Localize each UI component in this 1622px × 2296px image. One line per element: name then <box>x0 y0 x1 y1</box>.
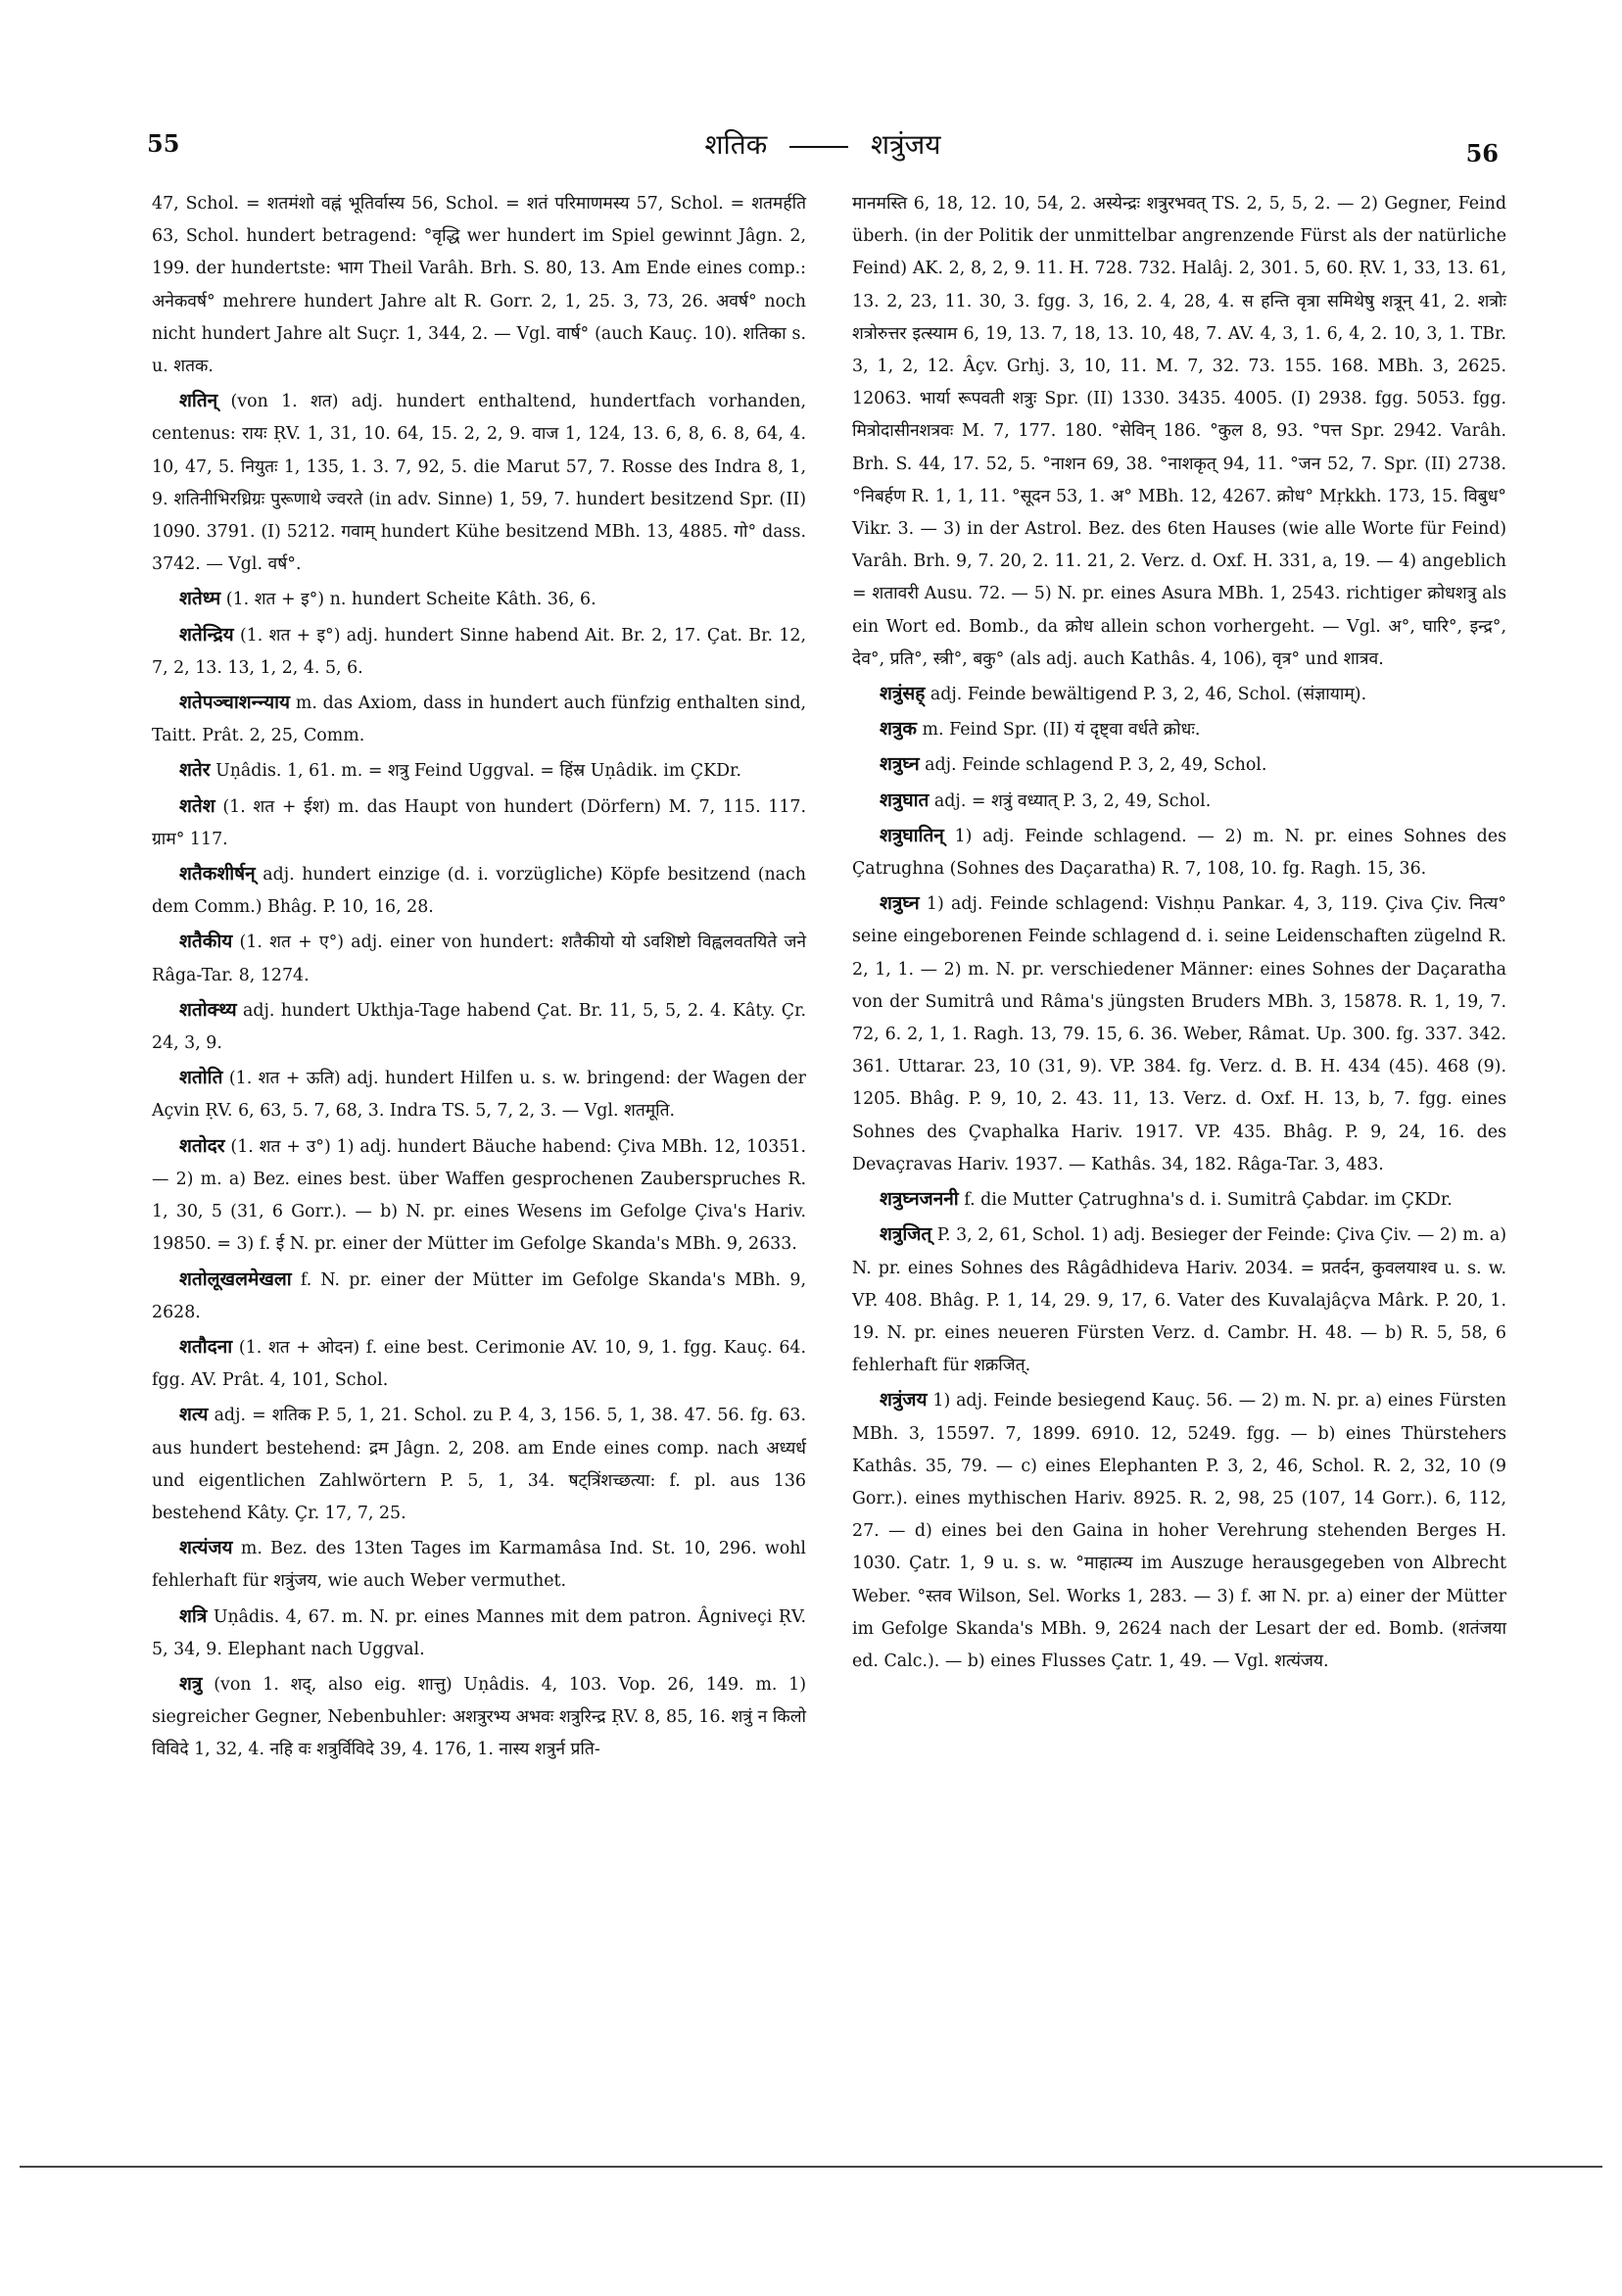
dictionary-entry <box>152 1264 806 1329</box>
running-head-left: शतिक <box>704 128 768 161</box>
entry-text: (von 1. शद्, also eig. शात्तु) Uṇâdis. 4, 103. Vop. 26, 149. m. 1) siegreicher Gegner, Nebenbuhler: अशत्रुरभ्य अभवः शत्रुरिन्द्र ṚV. 8, 85, 16. शत्रुं न किलो विविदे 1, 32, 4. नहि वः शत्रुर्विविदे 39, 4. 176, 1. नास्य शत्रुर्न प्रति- <box>152 1674 806 1760</box>
entry-text: Uṇâdis. 1, 61. m. = शत्रु Feind Uggval. = हिंस्र Uṇâdik. im ÇKDr. <box>215 761 741 782</box>
entry-text: (1. शत + इ°) n. hundert Scheite Kâth. 36, 6. <box>225 590 596 610</box>
entry-headword: शतेर <box>179 759 211 782</box>
dictionary-entry <box>152 1130 806 1262</box>
dictionary-entry <box>152 754 806 788</box>
entry-headword: शतैकशीर्षन् <box>179 863 256 885</box>
dictionary-entry <box>852 188 1506 676</box>
dictionary-entry <box>152 188 806 383</box>
entry-text: f. die Mutter Çatrughna's d. i. Sumitrâ Çabdar. im ÇKDr. <box>964 1190 1453 1211</box>
entry-text: adj. hundert einzige (d. i. vorzügliche) Köpfe besitzend (nach dem Comm.) Bhâg. P. 10, 16, 28. <box>152 865 806 918</box>
dictionary-entry <box>852 713 1506 746</box>
entry-text: (1. शत + इ°) adj. hundert Sinne habend Ait. Br. 2, 17. Çat. Br. 12, 7, 2, 13. 13, 1, 2, 4. 5, 6. <box>152 625 807 678</box>
entry-headword: शत्रु <box>179 1672 203 1695</box>
entry-headword: शत्रुघ्न <box>880 753 920 776</box>
dictionary-entry <box>852 1183 1506 1217</box>
dictionary-entry <box>852 887 1506 1181</box>
dictionary-entry <box>152 687 806 752</box>
entry-text: 1) adj. Feinde besiegend Kauç. 56. — 2) m. N. pr. a) eines Fürsten MBh. 3, 15597. 7, 1899. 6910. 12, 5249. fgg. — b) eines Thürstehers Kathâs. 35, 79. — c) eines Elephanten P. 3, 2, 46, Schol. R. 2, 32, 10 (9 Gorr.). eines mythischen Hariv. 8925. R. 2, 98, 25 (107, 14 Gorr.). 6, 112, 27. — d) eines bei den Gaina in hoher Verehrung stehenden Berges H. 1030. Çatr. 1, 9 u. s. w. °माहात्म्य im Auszuge herausgegeben von Albrecht Weber. °स्तव Wilson, Sel. Works 1, 283. — 3) f. आ N. pr. a) einer der Mütter im Gefolge Skanda's MBh. 9, 2624 nach der Lesart der ed. Bomb. (शतंजया ed. Calc.). — b) eines Flusses Çatr. 1, 49. — Vgl. शत्यंजय. <box>852 1391 1506 1671</box>
dictionary-entry <box>152 385 806 581</box>
entry-headword: शत्रुंजय <box>880 1389 928 1411</box>
dictionary-entry <box>152 994 806 1060</box>
bottom-rule <box>20 2166 1602 2168</box>
entry-text: m. Bez. des 13ten Tages im Karmamâsa Ind. St. 10, 296. wohl fehlerhaft für शत्रुंजय, wie auch Weber vermuthet. <box>152 1539 806 1592</box>
entry-headword: शतेध्म <box>179 588 221 610</box>
dictionary-entry <box>152 619 806 685</box>
running-head-dash <box>789 146 848 148</box>
running-head <box>147 125 1499 163</box>
dictionary-entry <box>152 926 806 991</box>
dictionary-entry <box>152 583 806 616</box>
entry-text: 1) adj. Feinde schlagend. — 2) m. N. pr. eines Sohnes des Çatrughna (Sohnes des Daçaratha) R. 7, 108, 10. fg. Ragh. 15, 36. <box>852 826 1506 880</box>
entry-headword: शत्य <box>179 1404 209 1426</box>
entry-headword: शत्रुघ्न <box>880 892 920 915</box>
dictionary-entry <box>152 1532 806 1598</box>
entry-headword: शत्रुजित् <box>880 1223 932 1246</box>
entry-text: 47, Schol. = शतमंशो वह्नं भूतिर्वास्य 56, Schol. = शतं परिमाणमस्य 57, Schol. = शतमर्हति 63, Schol. hundert betragend: °वृद्धि wer hundert im Spiel gewinnt Jâgn. 2, 199. der hundertste: भाग Theil Varâh. Brh. S. 80, 13. Am Ende eines comp.: अनेकवर्ष° mehrere hundert Jahre alt R. Gorr. 2, 1, 25. 3, 73, 26. अवर्ष° noch nicht hundert Jahre alt Suçr. 1, 344, 2. — Vgl. वार्ष° (auch Kauç. 10). शतिका s. u. शतक. <box>152 194 806 377</box>
entry-text: adj. Feinde schlagend P. 3, 2, 49, Schol. <box>925 755 1267 776</box>
entry-text: Uṇâdis. 4, 67. m. N. pr. eines Mannes mit dem patron. Âgniveçi ṚV. 5, 34, 9. Elephant nach Uggval. <box>152 1606 806 1659</box>
entry-text: adj. hundert Ukthja-Tage habend Çat. Br. 11, 5, 5, 2. 4. Kâty. Çr. 24, 3, 9. <box>152 1000 807 1054</box>
entry-headword: शत्रुघातिन् <box>880 824 944 846</box>
entry-headword: शतोति <box>179 1067 223 1089</box>
dictionary-entry <box>852 820 1506 885</box>
entry-text: adj. Feinde bewältigend P. 3, 2, 46, Schol. (संज्ञायाम्). <box>930 685 1367 705</box>
dictionary-entry <box>852 678 1506 711</box>
dictionary-entry <box>852 1384 1506 1678</box>
entry-headword: शत्रुघात <box>880 789 930 811</box>
entry-text: (1. शत + ओदन) f. eine best. Cerimonie AV. 10, 9, 1. fgg. Kauç. 64. fgg. AV. Prât. 4, 101, Schol. <box>152 1337 806 1391</box>
entry-headword: शतोलूखलमेखला <box>179 1268 292 1290</box>
page-number-left: 55 <box>147 129 180 158</box>
entry-headword: शत्रुक <box>880 718 918 741</box>
entry-text: m. Feind Spr. (II) यं दृष्ट्वा वर्धते क्रोधः. <box>922 720 1201 741</box>
entry-headword: शत्यंजय <box>179 1537 233 1559</box>
entry-headword: शतौदना <box>179 1335 233 1358</box>
entry-text: (1. शत + ए°) adj. einer von hundert: शतैकीयो यो ऽवशिष्टो विह्वलवतयिते जने Râga-Tar. 8, 1274. <box>152 933 806 985</box>
entry-text: (1. शत + ईश) m. das Haupt von hundert (Dörfern) M. 7, 115. 117. ग्राम° 117. <box>152 796 807 849</box>
dictionary-entry <box>152 1668 806 1767</box>
entry-text: (1. शत + ऊति) adj. hundert Hilfen u. s. w. bringend: der Wagen der Açvin ṚV. 6, 63, 5. 7, 68, 3. Indra TS. 5, 7, 2, 3. — Vgl. शतमूति. <box>152 1069 806 1122</box>
entry-headword: शतोक्थ्य <box>179 998 237 1021</box>
dictionary-entry <box>152 790 806 856</box>
entry-text: adj. = शतिक P. 5, 1, 21. Schol. zu P. 4, 3, 156. 5, 1, 38. 47. 56. fg. 63. aus hundert bestehend: द्रम Jâgn. 2, 208. am Ende eines comp. nach अध्यर्ध und eigentlichen Zahlwörtern P. 5, 1, 34. षट्त्रिंशच्छत्या: f. pl. aus 136 bestehend Kâty. Çr. 17, 7, 25. <box>152 1406 806 1523</box>
running-head-right: शत्रुंजय <box>871 128 941 161</box>
dictionary-entry <box>852 748 1506 782</box>
page-header <box>147 125 1499 168</box>
entry-headword: शतेश <box>179 794 215 817</box>
entry-headword: शतैकीय <box>179 931 233 953</box>
dictionary-entry <box>152 1331 806 1397</box>
entry-text: adj. = शत्रुं वध्यात् P. 3, 2, 49, Schol. <box>933 790 1212 811</box>
page-number-right: 56 <box>1465 139 1499 167</box>
dictionary-entry <box>152 1399 806 1530</box>
dictionary-entry <box>852 785 1506 818</box>
entry-headword: शतेन्द्रिय <box>179 623 234 646</box>
entry-headword: शतोदर <box>179 1134 225 1157</box>
entry-text: m. das Axiom, dass in hundert auch fünfzig enthalten sind, Taitt. Prât. 2, 25, Comm. <box>152 694 806 746</box>
entry-text: (von 1. शत) adj. hundert enthaltend, hundertfach vorhanden, centenus: रायः ṚV. 1, 31, 10. 64, 15. 2, 2, 9. वाज 1, 124, 13. 6, 8, 6. 8, 64, 4. 10, 47, 5. नियुतः 1, 135, 1. 3. 7, 92, 5. die Marut 57, 7. Rosse des Indra 8, 1, 9. शतिनीभिरध्रिग्रः पुरूणाथे ज्वरते (in adv. Sinne) 1, 59, 7. hundert besitzend Spr. (II) 1090. 3791. (I) 5212. गवाम् hundert Kühe besitzend MBh. 13, 4885. गो° dass. 3742. — Vgl. वर्ष°. <box>152 392 806 575</box>
entry-text: f. N. pr. einer der Mütter im Gefolge Skanda's MBh. 9, 2628. <box>152 1269 806 1322</box>
dictionary-entry <box>152 1062 806 1127</box>
entry-headword: शतेपञ्चाशन्न्याय <box>179 692 291 714</box>
entry-headword: शत्रि <box>179 1604 208 1627</box>
dictionary-entry <box>852 1219 1506 1382</box>
dictionary-entry <box>152 1601 806 1666</box>
entry-text: (1. शत + उ°) 1) adj. hundert Bäuche habend: Çiva MBh. 12, 10351. — 2) m. a) Bez. eines best. über Waffen gesprochenen Zauberspruches R. 1, 30, 5 (31, 6 Gorr.). — b) N. pr. eines Wesens im Gefolge Çiva's Hariv. 19850. = 3) f. ई N. pr. einer der Mütter im Gefolge Skanda's MBh. 9, 2633. <box>152 1136 806 1255</box>
right-column <box>852 188 1506 1680</box>
entry-headword: शत्रुघ्नजननी <box>880 1188 959 1211</box>
dictionary-entry <box>152 858 806 924</box>
entry-headword: शत्रुंसह् <box>880 683 926 705</box>
entry-text: 1) adj. Feinde schlagend: Vishṇu Pankar. 4, 3, 119. Çiva Çiv. नित्य° seine eingeborenen Feinde schlagend d. i. seine Leidenschaften zügelnd R. 2, 1, 1. — 2) m. N. pr. verschiedener Männer: eines Sohnes der Daçaratha von der Sumitrâ und Râma's jüngsten Bruders MBh. 3, 15878. R. 1, 19, 7. 72, 6. 2, 1, 1. Ragh. 13, 79. 15, 6. 36. Weber, Râmat. Up. 300. fg. 337. 342. 361. Uttarar. 23, 10 (31, 9). VP. 384. fg. Verz. d. B. H. 434 (45). 468 (9). 1205. Bhâg. P. 9, 10, 2. 43. 11, 13. Verz. d. Oxf. H. 13, b, 7. fgg. eines Sohnes des Çvaphalka Hariv. 1917. VP. 435. Bhâg. P. 9, 24, 16. des Devaçravas Hariv. 1937. — Kathâs. 34, 182. Râga-Tar. 3, 483. <box>852 894 1506 1174</box>
left-column <box>152 188 806 1769</box>
entry-text: P. 3, 2, 61, Schol. 1) adj. Besieger der Feinde: Çiva Çiv. — 2) m. a) N. pr. eines Sohnes des Râgâdhideva Hariv. 2034. = प्रतर्दन, कुवलयाश्व u. s. w. VP. 408. Bhâg. P. 1, 14, 29. 9, 17, 6. Vater des Kuvalajâçva Mârk. P. 20, 1. 19. N. pr. eines neueren Fürsten Verz. d. Cambr. H. 48. — b) R. 5, 58, 6 fehlerhaft für शक्रजित्. <box>852 1225 1506 1376</box>
entry-headword: शतिन् <box>179 390 218 412</box>
entry-text: मानमस्ति 6, 18, 12. 10, 54, 2. अस्येन्द्रः शत्रुरभवत् TS. 2, 5, 5, 2. — 2) Gegner, Feind überh. (in der Politik der unmittelbar angrenzende Fürst als der natürliche Feind) AK. 2, 8, 2, 9. 11. H. 728. 732. Halâj. 2, 301. 5, 60. ṚV. 1, 33, 13. 61, 13. 2, 23, 11. 30, 3. fgg. 3, 16, 2. 4, 28, 4. स हन्ति वृत्रा समिथेषु शत्रून् 41, 2. शत्रोः शत्रोरुत्तर इत्स्याम 6, 19, 13. 7, 18, 13. 10, 48, 7. AV. 4, 3, 1. 6, 4, 2. 10, 3, 1. TBr. 3, 1, 2, 12. Âçv. Grhj. 3, 10, 11. M. 7, 32. 73. 155. 168. MBh. 3, 2625. 12063. भार्या रूपवती शत्रुः Spr. (II) 1330. 3435. 4005. (I) 2938. fgg. 5053. fgg. मित्रोदासीनशत्रवः M. 7, 177. 180. °सेविन् 186. °कुल 8, 93. °पत्त Spr. 2942. Varâh. Brh. S. 44, 17. 52, 5. °नाशन 69, 38. °नाशकृत् 94, 11. °जन 52, 7. Spr. (II) 2738. °निबर्हण R. 1, 1, 11. °सूदन 53, 1. अ° MBh. 12, 4267. क्रोध° Mṛkkh. 173, 15. विबुध° Vikr. 3. — 3) in der Astrol. Bez. des 6ten Hauses (wie alle Worte für Feind) Varâh. Brh. 9, 7. 20, 2. 11. 21, 2. Verz. d. Oxf. H. 331, a, 19. — 4) angeblich = शतावरी Ausu. 72. — 5) N. pr. eines Asura MBh. 1, 2543. richtiger क्रोधशत्रु als ein Wort ed. Bomb., da क्रोध allein schon vorhergeht. — Vgl. अ°, घारि°, इन्द्र°, देव°, प्रति°, स्त्री°, बकु° (als adj. auch Kathâs. 4, 106), वृत्र° und शात्रव. <box>852 194 1506 669</box>
